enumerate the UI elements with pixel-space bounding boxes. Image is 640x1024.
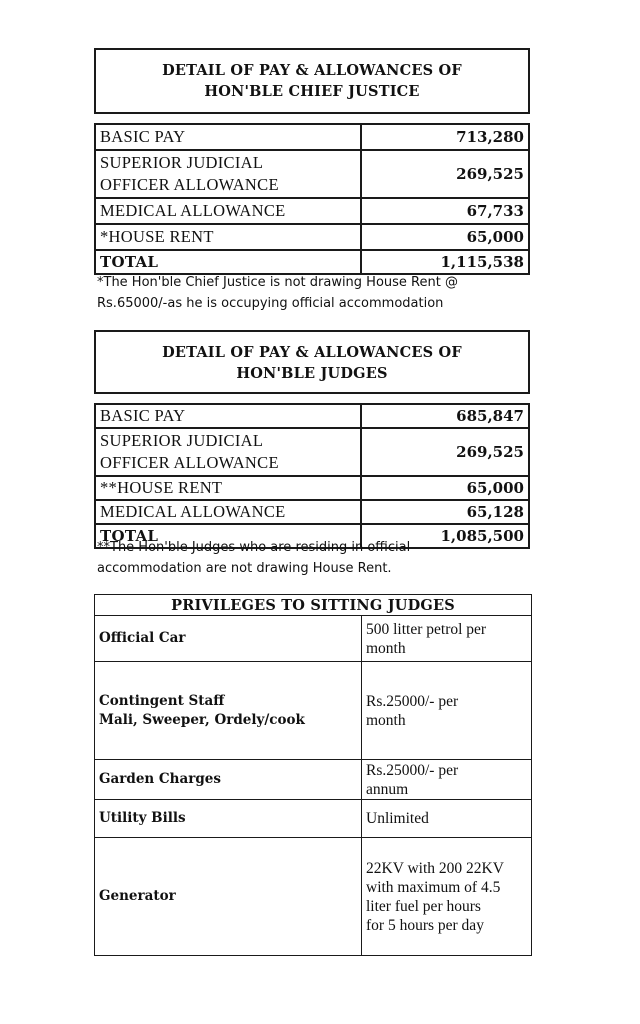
- total-value: 1,085,500: [361, 524, 529, 548]
- row-label-line1: SUPERIOR JUDICIAL: [100, 431, 264, 450]
- privilege-value-line: month: [366, 711, 406, 729]
- row-value: 65,000: [361, 224, 529, 250]
- row-label: [95, 428, 361, 476]
- row-label: BASIC PAY: [95, 404, 361, 428]
- row-label: *HOUSE RENT: [95, 224, 361, 250]
- privilege-value: [362, 616, 532, 662]
- judges-title-line2: HON'BLE JUDGES: [236, 365, 388, 382]
- row-label-line1: SUPERIOR JUDICIAL: [100, 153, 264, 172]
- table-row: [95, 500, 529, 524]
- row-value: 685,847: [361, 404, 529, 428]
- footnote-line1: **The Hon'ble Judges who are residing in official: [97, 540, 411, 555]
- row-value: 65,128: [361, 500, 529, 524]
- privilege-value: [362, 838, 532, 956]
- privilege-value-line: Rs.25000/- per: [366, 761, 459, 779]
- privileges-title: PRIVILEGES TO SITTING JUDGES: [95, 595, 532, 616]
- privilege-value-line: 22KV with 200 22KV: [366, 859, 504, 877]
- table-row: [95, 198, 529, 224]
- row-value: 713,280: [361, 124, 529, 150]
- privilege-value-line: Unlimited: [366, 810, 429, 827]
- row-label: [95, 150, 361, 198]
- table-row: [95, 150, 529, 198]
- privilege-name: [95, 662, 362, 760]
- total-label: TOTAL: [95, 250, 361, 274]
- privilege-name: Generator: [95, 838, 362, 956]
- privilege-value-line: 500 litter petrol per: [366, 620, 487, 638]
- chief-justice-title-box: [94, 48, 530, 114]
- table-row: [95, 760, 532, 800]
- privilege-name-line: Mali, Sweeper, Ordely/cook: [99, 711, 305, 728]
- row-value: 269,525: [361, 428, 529, 476]
- chief-justice-title-line2: HON'BLE CHIEF JUSTICE: [204, 83, 420, 100]
- privileges-header-row: [95, 595, 532, 616]
- table-row: [95, 838, 532, 956]
- row-value: 269,525: [361, 150, 529, 198]
- privilege-value-line: Rs.25000/- per: [366, 692, 459, 710]
- total-row: [95, 250, 529, 274]
- row-label-line2: OFFICER ALLOWANCE: [100, 453, 279, 472]
- footnote-line2: Rs.65000/-as he is occupying official accommodation: [97, 296, 444, 311]
- table-row: [95, 404, 529, 428]
- row-label-line2: OFFICER ALLOWANCE: [100, 175, 279, 194]
- privileges-table: [94, 594, 532, 956]
- judges-title-box: [94, 330, 530, 394]
- privilege-value-line: month: [366, 639, 406, 657]
- table-row: [95, 616, 532, 662]
- table-row: [95, 428, 529, 476]
- chief-justice-title-line1: DETAIL OF PAY & ALLOWANCES OF: [162, 62, 462, 79]
- total-value: 1,115,538: [361, 250, 529, 274]
- table-row: [95, 800, 532, 838]
- judges-title-line1: DETAIL OF PAY & ALLOWANCES OF: [162, 344, 462, 361]
- judges-footnote: [97, 537, 537, 579]
- privilege-value-line: for 5 hours per day: [366, 916, 484, 934]
- footnote-line2: accommodation are not drawing House Rent.: [97, 561, 392, 576]
- table-row: [95, 662, 532, 760]
- judges-pay-table: [94, 403, 530, 549]
- footnote-line1: *The Hon'ble Chief Justice is not drawing House Rent @: [97, 275, 458, 290]
- row-label: **HOUSE RENT: [95, 476, 361, 500]
- privilege-value: [362, 800, 532, 838]
- privilege-name: Official Car: [95, 616, 362, 662]
- table-row: [95, 476, 529, 500]
- total-label: TOTAL: [95, 524, 361, 548]
- row-label: MEDICAL ALLOWANCE: [95, 198, 361, 224]
- privilege-value-line: liter fuel per hours: [366, 897, 481, 915]
- row-label: BASIC PAY: [95, 124, 361, 150]
- row-value: 65,000: [361, 476, 529, 500]
- privilege-value: [362, 760, 532, 800]
- table-row: [95, 124, 529, 150]
- privilege-name: Garden Charges: [95, 760, 362, 800]
- privilege-value-line: with maximum of 4.5: [366, 878, 501, 896]
- row-value: 67,733: [361, 198, 529, 224]
- table-row: [95, 224, 529, 250]
- privilege-name: Utility Bills: [95, 800, 362, 838]
- chief-justice-footnote: [97, 272, 537, 314]
- privilege-value-line: annum: [366, 780, 409, 798]
- row-label: MEDICAL ALLOWANCE: [95, 500, 361, 524]
- privilege-value: [362, 662, 532, 760]
- chief-justice-pay-table: [94, 123, 530, 275]
- privilege-name-line: Contingent Staff: [99, 692, 225, 709]
